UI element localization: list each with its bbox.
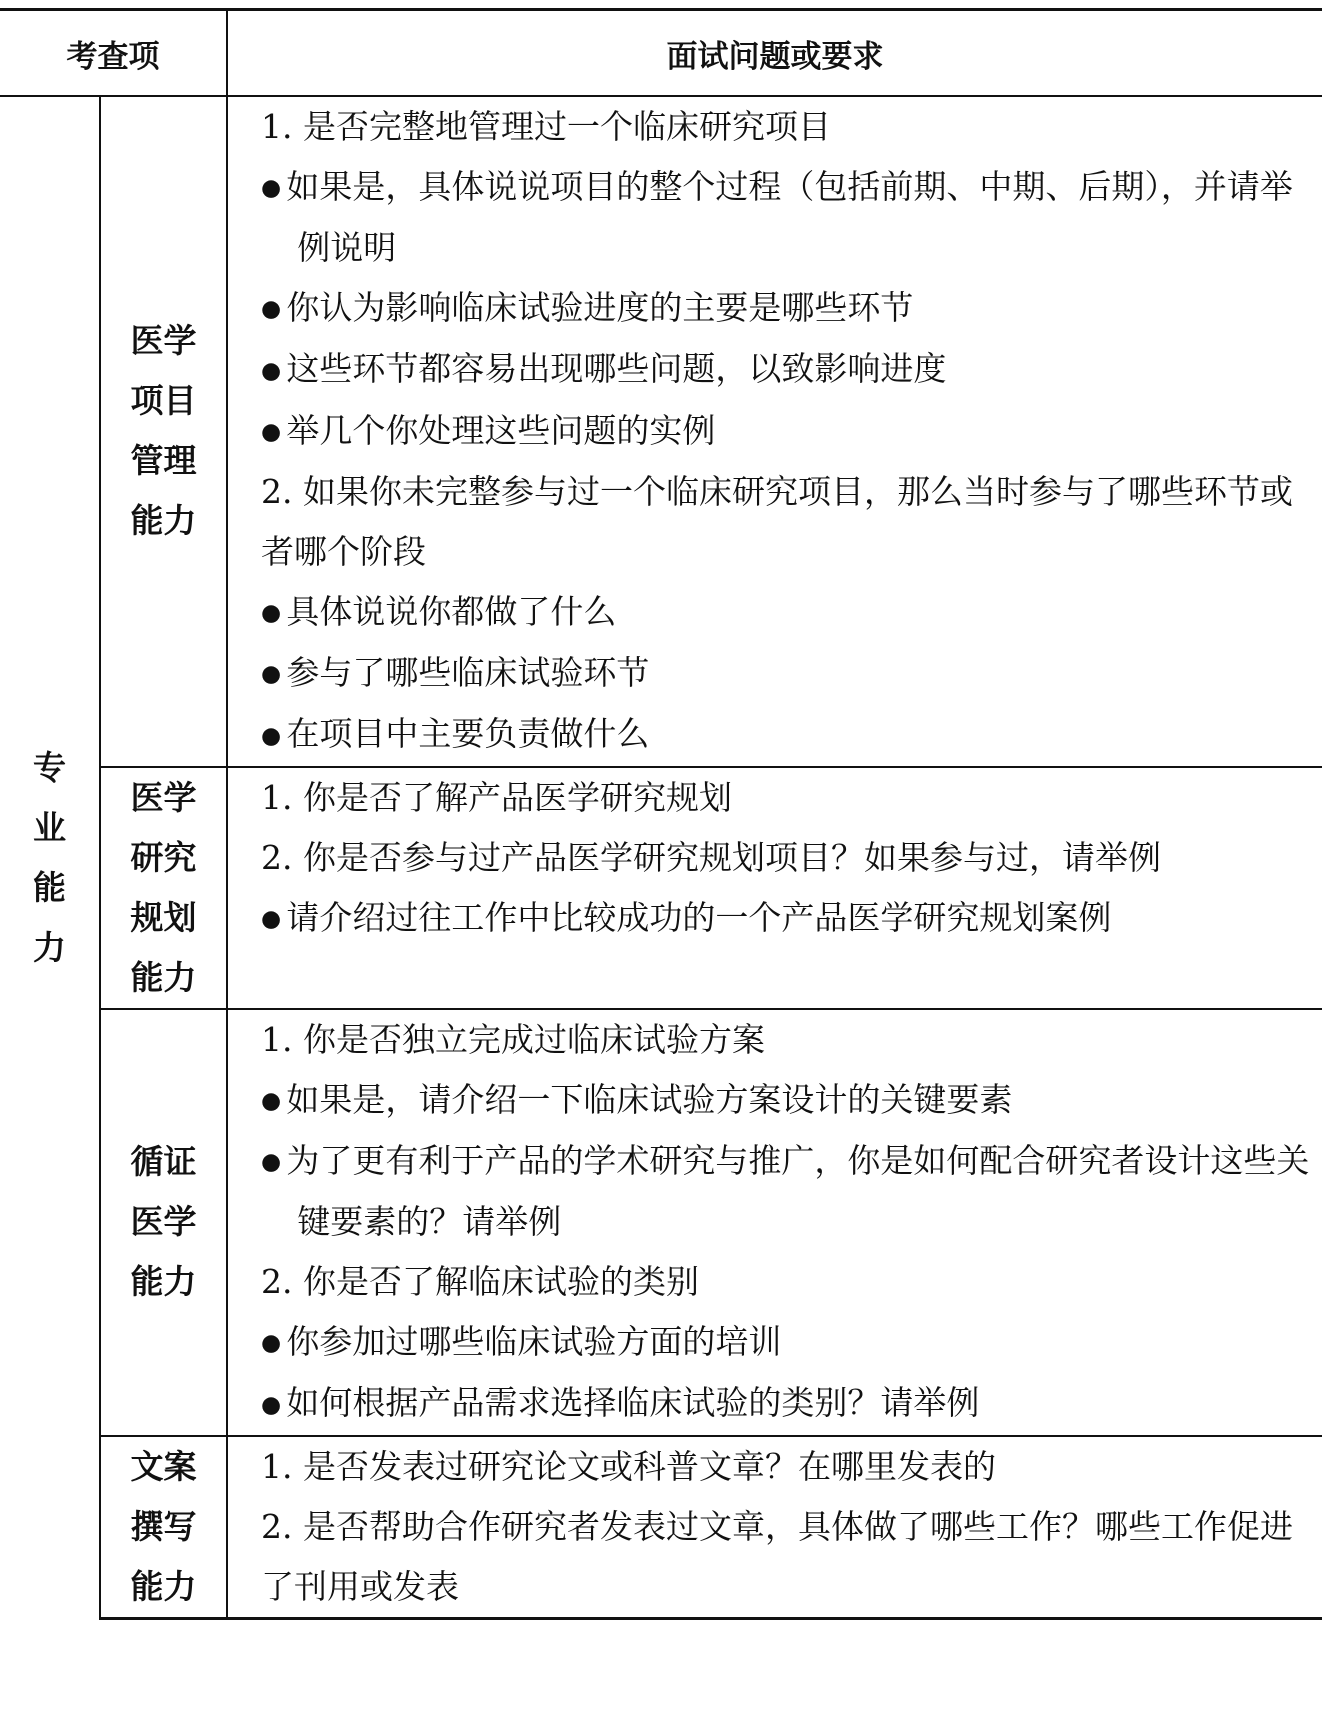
interview-question-table [0,8,1322,1620]
bullet-item: ● 具体说说你都做了什么 [228,582,1322,643]
table-row [0,1436,1322,1619]
section-name-cell [100,1436,227,1619]
bullet-item: ● 在项目中主要负责做什么 [228,704,1322,765]
numbered-question: 1. 是否发表过研究论文或科普文章？在哪里发表的 [261,1446,996,1486]
bullet-item: ● 如果是，具体说说项目的整个过程（包括前期、中期、后期），并请举例说明 [228,157,1322,278]
section-name-cell [100,96,227,767]
header-assessment-item: 考查项 [0,10,227,97]
table-row [0,96,1322,767]
bullet-item: ● 这些环节都容易出现哪些问题，以致影响进度 [228,339,1322,400]
table-row [0,1009,1322,1436]
bullet-item: ● 参与了哪些临床试验环节 [228,643,1322,704]
section-name-cell [100,767,227,1009]
numbered-question: 1. 是否完整地管理过一个临床研究项目 [261,107,831,146]
bullet-item: ● 如果是，请介绍一下临床试验方案设计的关键要素 [228,1070,1322,1131]
numbered-question: 2. 是否帮助合作研究者发表过文章，具体做了哪些工作？哪些工作促进了刊用或发表 [261,1506,1293,1606]
table-row [0,767,1322,1009]
header-interview-questions: 面试问题或要求 [666,38,884,75]
numbered-question: 2. 如果你未完整参与过一个临床研究项目，那么当时参与了哪些环节或者哪个阶段 [261,471,1293,571]
table-header-row [0,10,1322,97]
section-name: 医学项目管理能力 [130,321,197,541]
numbered-question: 2. 你是否了解临床试验的类别 [261,1262,699,1302]
category-label: 专业能力 [32,747,66,967]
bullet-item: ● 为了更有利于产品的学术研究与推广，你是如何配合研究者设计这些关键要素的？请举例 [228,1131,1322,1252]
section-content [227,96,1322,767]
category-cell [0,96,100,1618]
bullet-item: ● 你认为影响临床试验进度的主要是哪些环节 [228,278,1322,339]
section-content [227,767,1322,1009]
bullet-item: ● 你参加过哪些临床试验方面的培训 [228,1312,1322,1373]
numbered-question: 1. 你是否了解产品医学研究规划 [261,777,732,817]
bullet-item: ● 举几个你处理这些问题的实例 [228,401,1322,462]
numbered-question: 2. 你是否参与过产品医学研究规划项目？如果参与过，请举例 [261,837,1161,877]
bullet-item: ● 如何根据产品需求选择临床试验的类别？请举例 [228,1373,1322,1434]
section-name-cell [100,1009,227,1436]
numbered-question: 1. 你是否独立完成过临床试验方案 [261,1019,765,1059]
section-content [227,1009,1322,1436]
section-name: 医学研究规划能力 [130,777,197,997]
bullet-item: ● 请介绍过往工作中比较成功的一个产品医学研究规划案例 [228,888,1322,949]
section-name: 循证医学能力 [130,1142,197,1302]
section-content [227,1436,1322,1619]
section-name: 文案撰写能力 [130,1446,197,1606]
